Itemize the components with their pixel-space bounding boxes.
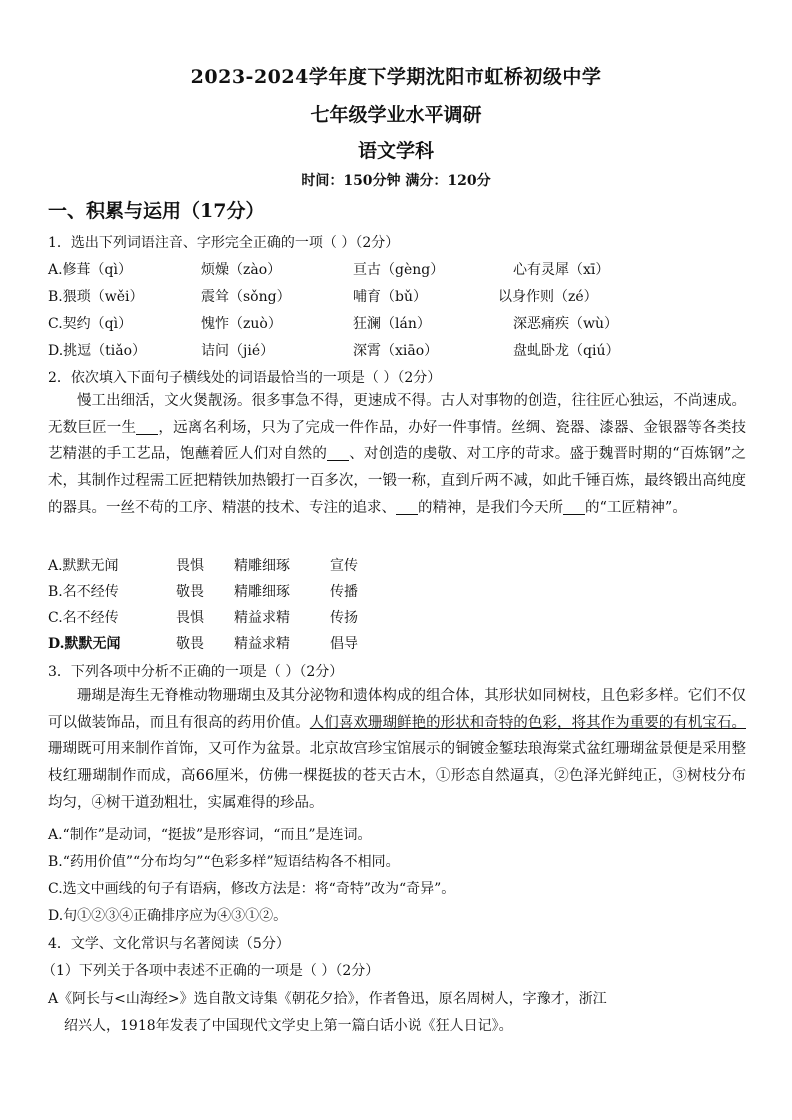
q1-cell: A.修葺（qì） — [48, 262, 132, 278]
q1-cell: B.猥琐（wěi） — [48, 289, 144, 305]
passage-text: ，远离名利场，只为了完成一件作品，办好一件事情。丝绸、瓷器、漆器、金银器等各类技艺精湛的手工艺品，饱蘸着匠人们对自然的 — [48, 419, 747, 463]
q2-cell: 传播 — [330, 584, 358, 600]
section-heading: 一、积累与运用（17分） — [48, 200, 265, 222]
underlined-sentence: 人们喜欢珊瑚鲜艳的形状和奇特的色彩，将其作为重要的有机宝石。 — [309, 714, 746, 731]
time-score-info: 时间：150分钟 满分：120分 — [301, 173, 491, 189]
q2-option-row — [48, 633, 748, 655]
q1-cell: D.挑逗（tiǎo） — [48, 343, 147, 359]
subject-title: 语文学科 — [357, 140, 434, 162]
q1-cell: C.契约（qì） — [48, 316, 133, 332]
exam-subtitle: 七年级学业水平调研 — [310, 104, 482, 126]
q2-cell: C.名不经传 — [48, 610, 119, 626]
question-3-passage — [48, 683, 746, 817]
q1-cell: 诘问（jié） — [201, 343, 275, 359]
q1-cell: 深恶痛疾（wù） — [513, 316, 618, 332]
q2-cell: 精雕细琢 — [234, 584, 290, 600]
question-4-stem: 4．文学、文化常识与名著阅读（5分） — [48, 936, 290, 952]
q2-option-row — [48, 555, 748, 577]
q1-option-row — [48, 259, 748, 281]
passage-text: 的“工匠精神”。 — [585, 499, 687, 516]
fill-blank — [136, 419, 158, 435]
passage-text: 、对创造的虔敬、对工序的苛求。盛于魏晋时期的“百炼钢”之术，其制作过程需工匠把精铁加热锻打一百多次，一锻一称，直到斤两不减，如此千锤百炼，最终锻出高纯度的器具。一丝不苟的工序、精湛的技术、专注的追求、 — [48, 446, 747, 516]
q3-option: D.句①②③④正确排序应为④③①②。 — [48, 908, 288, 924]
question-2-passage — [48, 388, 746, 522]
q4-option-a: A《阿长与<山海经>》选自散文诗集《朝花夕拾》，作者鲁迅，原名周树人，字豫才，浙江 — [48, 991, 607, 1007]
q2-cell: 精益求精 — [234, 610, 290, 626]
passage-text: 珊瑚既可用来制作首饰，又可作为盆景。北京故宫珍宝馆展示的铜镀金錾珐琅海棠式盆红珊瑚盆景便是采用整枝红珊瑚制作而成，高66厘米，仿佛一棵挺拔的苍天古木，①形态自然逼真，②色泽光鲜纯正，③树枝分布均匀，④树干道劲粗壮，实属难得的珍品。 — [48, 741, 746, 811]
q2-cell: 倡导 — [330, 636, 358, 652]
q1-option-row — [48, 286, 748, 308]
q2-cell: 敬畏 — [176, 584, 204, 600]
q2-cell: 精益求精 — [234, 636, 290, 652]
q3-option: B.“药用价值”“分布均匀”“色彩多样”短语结构各不相同。 — [48, 854, 400, 870]
q3-option: A.“制作”是动词，“挺拔”是形容词，“而且”是连词。 — [48, 827, 372, 843]
passage-text: 的精神，是我们今天所 — [418, 499, 563, 516]
fill-blank — [563, 499, 585, 515]
q2-cell: 敬畏 — [176, 636, 204, 652]
q2-option-row — [48, 607, 748, 629]
q1-cell: 盘虬卧龙（qiú） — [513, 343, 620, 359]
q2-cell: 宣传 — [330, 558, 358, 574]
q1-cell: 以身作则（zé） — [498, 289, 598, 305]
q1-cell: 心有灵犀（xī） — [513, 262, 610, 278]
q1-cell: 狂澜（lán） — [353, 316, 431, 332]
question-2-stem: 2．依次填入下面句子横线处的词语最恰当的一项是（ ）（2分） — [48, 370, 442, 386]
q1-option-row — [48, 313, 748, 335]
q2-cell: B.名不经传 — [48, 584, 119, 600]
passage-text: 慢工出细活，文火煲靓汤。很多事急不得，更速成不得。古人对事物的创造，往往匠心独运，不尚速成。无数巨匠一生 — [48, 393, 746, 436]
passage-text: 珊瑚是海生无脊椎动物珊瑚虫及其分泌物和遗体构成的组合体，其形状如同树枝，且色彩多样。它们不仅可以做装饰品，而且有很高的药用价值。 — [48, 688, 746, 731]
q1-cell: 哺育（bǔ） — [353, 289, 427, 305]
exam-title: 2023-2024学年度下学期沈阳市虹桥初级中学 — [190, 66, 602, 88]
q2-cell: D.默默无闻 — [48, 636, 121, 652]
q1-cell: 亘古（gèng） — [353, 262, 445, 278]
q1-cell: 烦燥（zào） — [201, 262, 282, 278]
q3-option: C.选文中画线的句子有语病，修改方法是：将“奇特”改为“奇异”。 — [48, 881, 456, 897]
q4-option-a-continued: 绍兴人，1918年发表了中国现代文学史上第一篇白话小说《狂人日记》。 — [64, 1018, 513, 1034]
question-3-stem: 3．下列各项中分析不正确的一项是（ ）（2分） — [48, 664, 344, 680]
q2-option-row — [48, 581, 748, 603]
q2-cell: 畏惧 — [176, 558, 204, 574]
question-1-stem: 1．选出下列词语注音、字形完全正确的一项（ ）（2分） — [48, 235, 400, 251]
question-4-sub1: （1）下列关于各项中表述不正确的一项是（ ）（2分） — [42, 963, 380, 979]
q2-cell: A.默默无闻 — [48, 558, 119, 574]
fill-blank — [396, 499, 418, 515]
q2-cell: 传扬 — [330, 610, 358, 626]
fill-blank — [327, 446, 349, 462]
q2-cell: 畏惧 — [176, 610, 204, 626]
q1-option-row — [48, 340, 748, 362]
q2-cell: 精雕细琢 — [234, 558, 290, 574]
q1-cell: 震耸（sǒng） — [201, 289, 291, 305]
q1-cell: 愧怍（zuò） — [201, 316, 282, 332]
q1-cell: 深霄（xiāo） — [353, 343, 439, 359]
